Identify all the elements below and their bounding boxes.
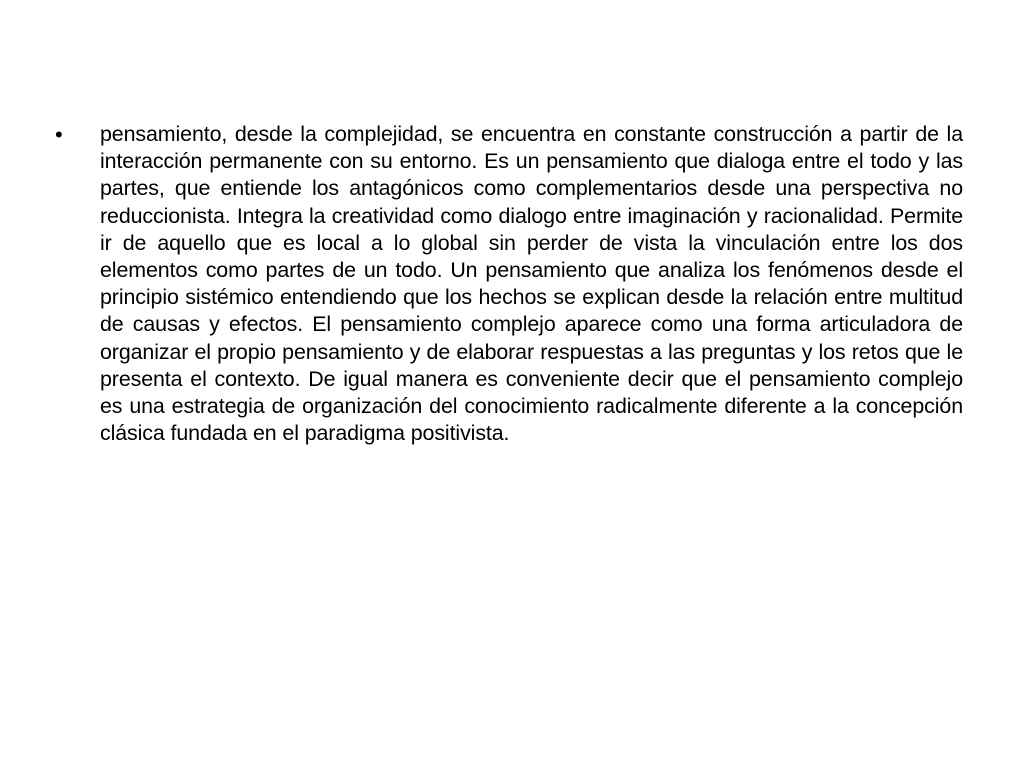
bullet-paragraph: pensamiento, desde la complejidad, se encuentra en constante construcción a partir de la interacción permanente con su entorno. Es un pensamiento que dialoga entre el todo y las partes, que entiende los antagónicos como complementarios desde una perspectiva no reduccionista. Integra la creatividad como dialogo entre imaginación y racionalidad. Permite ir de aquello que es local a lo global sin perder de vista la vinculación entre los dos elementos como partes de un todo. Un pensamiento que analiza los fenómenos desde el principio sistémico entendiendo que los hechos se explican desde la relación entre multitud de causas y efectos. El pensamiento complejo aparece como una forma articuladora de organizar el propio pensamiento y de elaborar respuestas a las preguntas y los retos que le presenta el contexto. De igual manera es conveniente decir que el pensamiento complejo es una estrategia de organización del conocimiento radicalmente diferente a la concepción clásica fundada en el paradigma positivista. — [100, 122, 963, 446]
bullet-icon: • — [55, 122, 63, 147]
bullet-item — [55, 121, 963, 447]
bullet-list — [55, 121, 963, 447]
